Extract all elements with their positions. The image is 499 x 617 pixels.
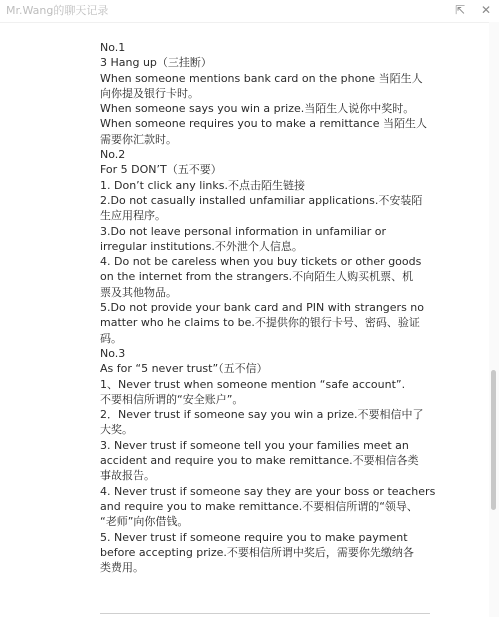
text-line: before accepting prize.不要相信所谓中奖后，需要你先缴纳各 (100, 545, 414, 559)
text-line: 1. Don’t click any links.不点击陌生链接 (100, 178, 305, 192)
text-line: 不要相信所谓的“安全账户”。 (100, 392, 244, 406)
text-line: When someone requires you to make a remittance 当陌生人 (100, 117, 427, 131)
vertical-scrollbar[interactable] (489, 22, 499, 617)
text-line: 4. Never trust if someone say they are your boss or teachers (100, 484, 436, 498)
text-line: and require you to make remittance.不要相信所谓的“领导、 (100, 499, 418, 513)
text-line: 2．Never trust if someone say you win a prize.不要相信中了 (100, 408, 424, 422)
text-line: 5.Do not provide your bank card and PIN with strangers no (100, 301, 425, 315)
divider (100, 613, 430, 614)
text-line: As for “5 never trust”（五不信） (100, 362, 268, 376)
text-line: 5. Never trust if someone require you to make payment (100, 530, 408, 544)
window-title: Mr.Wang的聊天记录 (6, 4, 109, 17)
text-line: 大奖。 (100, 423, 133, 437)
text-line: 码。 (100, 331, 122, 345)
text-line: 3. Never trust if someone tell you your families meet an (100, 438, 409, 452)
text-line: When someone says you win a prize.当陌生人说你中奖时。 (100, 102, 415, 116)
text-line: matter who he claims to be.不提供你的银行卡号、密码、验证 (100, 316, 420, 330)
text-line: 3.Do not leave personal information in unfamiliar or (100, 224, 386, 238)
text-line: No.2 (100, 148, 126, 162)
text-line: 事故报告。 (100, 469, 155, 483)
close-icon[interactable]: ✕ (480, 3, 492, 17)
text-line: 生应用程序。 (100, 209, 166, 223)
text-line: accident and require you to make remittance.不要相信各类 (100, 454, 419, 468)
message-content (100, 40, 436, 575)
text-line: 类费用。 (100, 561, 144, 575)
text-line: 2.Do not casually installed unfamiliar applications.不安装陌 (100, 193, 423, 207)
text-line: 4. Do not be careless when you buy tickets or other goods (100, 255, 422, 269)
text-line: 3 Hang up（三挂断） (100, 56, 212, 70)
text-line: “老师”向你借钱。 (100, 515, 189, 529)
restore-icon[interactable]: ⇱ (454, 3, 466, 17)
title-bar (0, 0, 499, 23)
text-line: For 5 DON’T（五不要） (100, 163, 222, 177)
text-line: No.3 (100, 346, 126, 360)
scrollbar-thumb[interactable] (491, 370, 496, 510)
text-line: on the internet from the strangers.不向陌生人购买机票、机 (100, 270, 414, 284)
text-line: 需要你汇款时。 (100, 132, 177, 146)
text-line: No.1 (100, 41, 126, 54)
text-line: 向你提及银行卡时。 (100, 86, 199, 100)
text-line: 1、Never trust when someone mention “safe account”. (100, 377, 406, 391)
text-line: When someone mentions bank card on the phone 当陌生人 (100, 71, 423, 85)
text-line: irregular institutions.不外泄个人信息。 (100, 239, 303, 253)
text-line: 票及其他物品。 (100, 285, 177, 299)
